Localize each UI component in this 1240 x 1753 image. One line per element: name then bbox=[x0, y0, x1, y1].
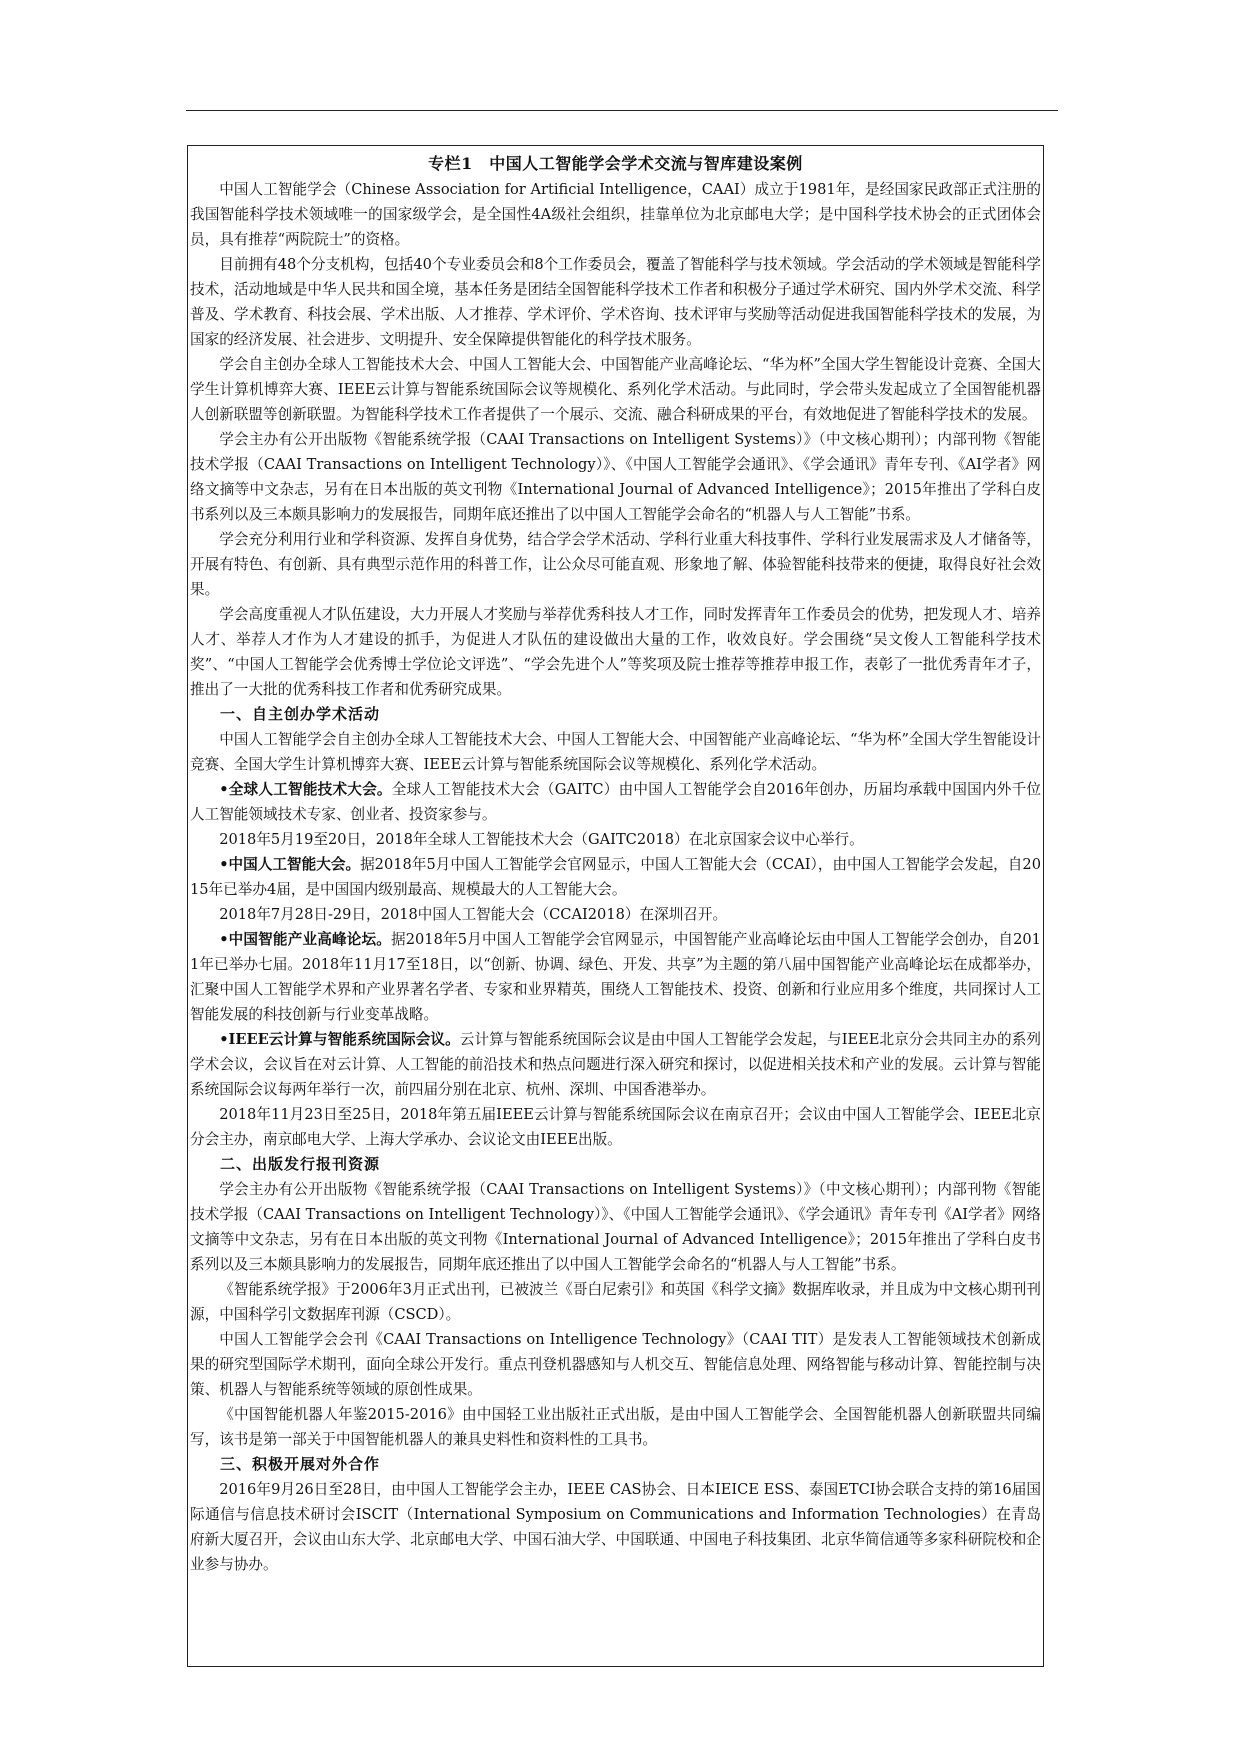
section-paragraph: 中国人工智能学会会刊《CAAI Transactions on Intelligence Technology》（CAAI TIT）是发表人工智能领域技术创新成果的研究型国际学术期刊，面向全球公开发行。重点刊登机器感知与人机交互、智能信息处理、网络智能与移动计算、智能控制与决策、机器人与智能系统等领域的原创性成果。 bbox=[190, 1331, 1041, 1398]
bullet-item bbox=[190, 927, 1041, 1027]
bullet-title: •IEEE云计算与智能系统国际会议。 bbox=[219, 1031, 460, 1048]
intro-paragraph: 目前拥有48个分支机构，包括40个专业委员会和8个工作委员会，覆盖了智能科学与技术领域。学会活动的学术领域是智能科学技术，活动地域是中华人民共和国全境，基本任务是团结全国智能科学技术工作者和积极分子通过学术研究、国内外学术交流、科学普及、学术教育、科技会展、学术出版、人才推荐、学术评价、学术咨询、技术评审与奖励等活动促进我国智能科学技术的发展，为国家的经济发展、社会进步、文明提升、安全保障提供智能化的科学技术服务。 bbox=[190, 256, 1041, 348]
header-rule bbox=[186, 110, 1058, 111]
bullet-title: •中国智能产业高峰论坛。 bbox=[219, 931, 391, 948]
section-paragraph: 2016年9月26日至28日，由中国人工智能学会主办，IEEE CAS协会、日本IEICE ESS、泰国ETCI协会联合支持的第16届国际通信与信息技术研讨会ISCIT（International Symposium on Communications and Information Technologies）在青岛府新大厦召开，会议由山东大学、北京邮电大学、中国石油大学、中国联通、中国电子科技集团、北京华简信通等多家科研院校和企业参与协办。 bbox=[190, 1481, 1041, 1573]
bullet-text: 据2018年5月中国人工智能学会官网显示，中国智能产业高峰论坛由中国人工智能学会创办，自2011年已举办七届。2018年11月17至18日，以“创新、协调、绿色、开发、共享”为主题的第八届中国智能产业高峰论坛在成都举办，汇聚中国人工智能学术界和产业界著名学者、专家和业界精英，围绕人工智能技术、投资、创新和行业应用多个维度，共同探讨人工智能发展的科技创新与行业变革战略。 bbox=[190, 931, 1041, 1023]
bullet-title: •全球人工智能技术大会。 bbox=[219, 781, 392, 798]
section-paragraph: 中国人工智能学会自主创办全球人工智能技术大会、中国人工智能大会、中国智能产业高峰论坛、“华为杯”全国大学生智能设计竞赛、全国大学生计算机博弈大赛、IEEE云计算与智能系统国际会议等规模化、系列化学术活动。 bbox=[190, 731, 1041, 773]
box-title: 专栏1 中国人工智能学会学术交流与智库建设案例 bbox=[428, 154, 803, 173]
section-heading: 一、自主创办学术活动 bbox=[220, 705, 381, 723]
column-content bbox=[188, 146, 1041, 1577]
bullet-title: •中国人工智能大会。 bbox=[219, 856, 361, 873]
intro-paragraph: 中国人工智能学会（Chinese Association for Artificial Intelligence，CAAI）成立于1981年，是经国家民政部正式注册的我国智能科学技术领域唯一的国家级学会，是全国性4A级社会组织，挂靠单位为北京邮电大学；是中国科学技术协会的正式团体会员，具有推荐“两院院士”的资格。 bbox=[190, 181, 1041, 248]
intro-paragraph: 学会自主创办全球人工智能技术大会、中国人工智能大会、中国智能产业高峰论坛、“华为杯”全国大学生智能设计竞赛、全国大学生计算机博弈大赛、IEEE云计算与智能系统国际会议等规模化、系列化学术活动。与此同时，学会带头发起成立了全国智能机器人创新联盟等创新联盟。为智能科学技术工作者提供了一个展示、交流、融合科研成果的平台，有效地促进了智能科学技术的发展。 bbox=[190, 356, 1041, 423]
intro-paragraph: 学会主办有公开出版物《智能系统学报（CAAI Transactions on Intelligent Systems）》（中文核心期刊）；内部刊物《智能技术学报（CAAI Transactions on Intelligent Technology）》、《中国人工智能学会通讯》、《学会通讯》青年专刊、《AI学者》网络文摘等中文杂志，另有在日本出版的英文刊物《International Journal of Advanced Intelligence》；2015年推出了学科白皮书系列以及三本颇具影响力的发展报告，同期年底还推出了以中国人工智能学会命名的“机器人与人工智能”书系。 bbox=[190, 431, 1041, 523]
bullet-text: 据2018年5月中国人工智能学会官网显示，中国人工智能大会（CCAI），由中国人工智能学会发起，自2015年已举办4届，是中国国内级别最高、规模最大的人工智能大会。 bbox=[190, 856, 1041, 898]
bullet-item bbox=[190, 777, 1041, 827]
section-paragraph: 《智能系统学报》于2006年3月正式出刊，已被波兰《哥白尼索引》和英国《科学文摘》数据库收录，并且成为中文核心期刊刊源，中国科学引文数据库刊源（CSCD）。 bbox=[190, 1281, 1041, 1323]
section-heading: 二、出版发行报刊资源 bbox=[220, 1155, 381, 1173]
bullet-text: 云计算与智能系统国际会议是由中国人工智能学会发起，与IEEE北京分会共同主办的系列学术会议，会议旨在对云计算、人工智能的前沿技术和热点问题进行深入研究和探讨，以促进相关技术和产业的发展。云计算与智能系统国际会议每两年举行一次，前四届分别在北京、杭州、深圳、中国香港举办。 bbox=[190, 1031, 1042, 1098]
bullet-note: 2018年7月28日-29日，2018中国人工智能大会（CCAI2018）在深圳召开。 bbox=[219, 906, 728, 923]
section-heading: 三、积极开展对外合作 bbox=[220, 1455, 381, 1473]
bullet-text: 全球人工智能技术大会（GAITC）由中国人工智能学会自2016年创办，历届均承载中国国内外千位人工智能领域技术专家、创业者、投资家参与。 bbox=[190, 781, 1041, 823]
bullet-item bbox=[190, 1027, 1041, 1102]
intro-paragraph: 学会高度重视人才队伍建设，大力开展人才奖励与举荐优秀科技人才工作，同时发挥青年工作委员会的优势，把发现人才、培养人才、举荐人才作为人才建设的抓手，为促进人才队伍的建设做出大量的工作，收效良好。学会围绕“吴文俊人工智能科学技术奖”、“中国人工智能学会优秀博士学位论文评选”、“学会先进个人”等奖项及院士推荐等推荐申报工作，表彰了一批优秀青年才子，推出了一大批的优秀科技工作者和优秀研究成果。 bbox=[190, 606, 1041, 698]
bullet-note: 2018年5月19至20日，2018年全球人工智能技术大会（GAITC2018）在北京国家会议中心举行。 bbox=[219, 831, 864, 848]
section-paragraph: 《中国智能机器人年鉴2015-2016》由中国轻工业出版社正式出版，是由中国人工智能学会、全国智能机器人创新联盟共同编写，该书是第一部关于中国智能机器人的兼具史料性和资料性的工具书。 bbox=[190, 1406, 1041, 1448]
column-box bbox=[187, 145, 1044, 1667]
bullet-note: 2018年11月23日至25日，2018年第五届IEEE云计算与智能系统国际会议在南京召开；会议由中国人工智能学会、IEEE北京分会主办，南京邮电大学、上海大学承办、会议论文由IEEE出版。 bbox=[190, 1106, 1041, 1148]
intro-paragraph: 学会充分利用行业和学科资源、发挥自身优势，结合学会学术活动、学科行业重大科技事件、学科行业发展需求及人才储备等，开展有特色、有创新、具有典型示范作用的科普工作，让公众尽可能直观、形象地了解、体验智能科技带来的便捷，取得良好社会效果。 bbox=[190, 531, 1041, 598]
bullet-item bbox=[190, 852, 1041, 902]
section-paragraph: 学会主办有公开出版物《智能系统学报（CAAI Transactions on Intelligent Systems）》（中文核心期刊）；内部刊物《智能技术学报（CAAI Transactions on Intelligent Technology）》、《中国人工智能学会通讯》、《学会通讯》青年专刊《AI学者》网络文摘等中文杂志，另有在日本出版的英文刊物《International Journal of Advanced Intelligence》；2015年推出了学科白皮书系列以及三本颇具影响力的发展报告，同期年底还推出了以中国人工智能学会命名的“机器人与人工智能”书系。 bbox=[190, 1181, 1041, 1273]
